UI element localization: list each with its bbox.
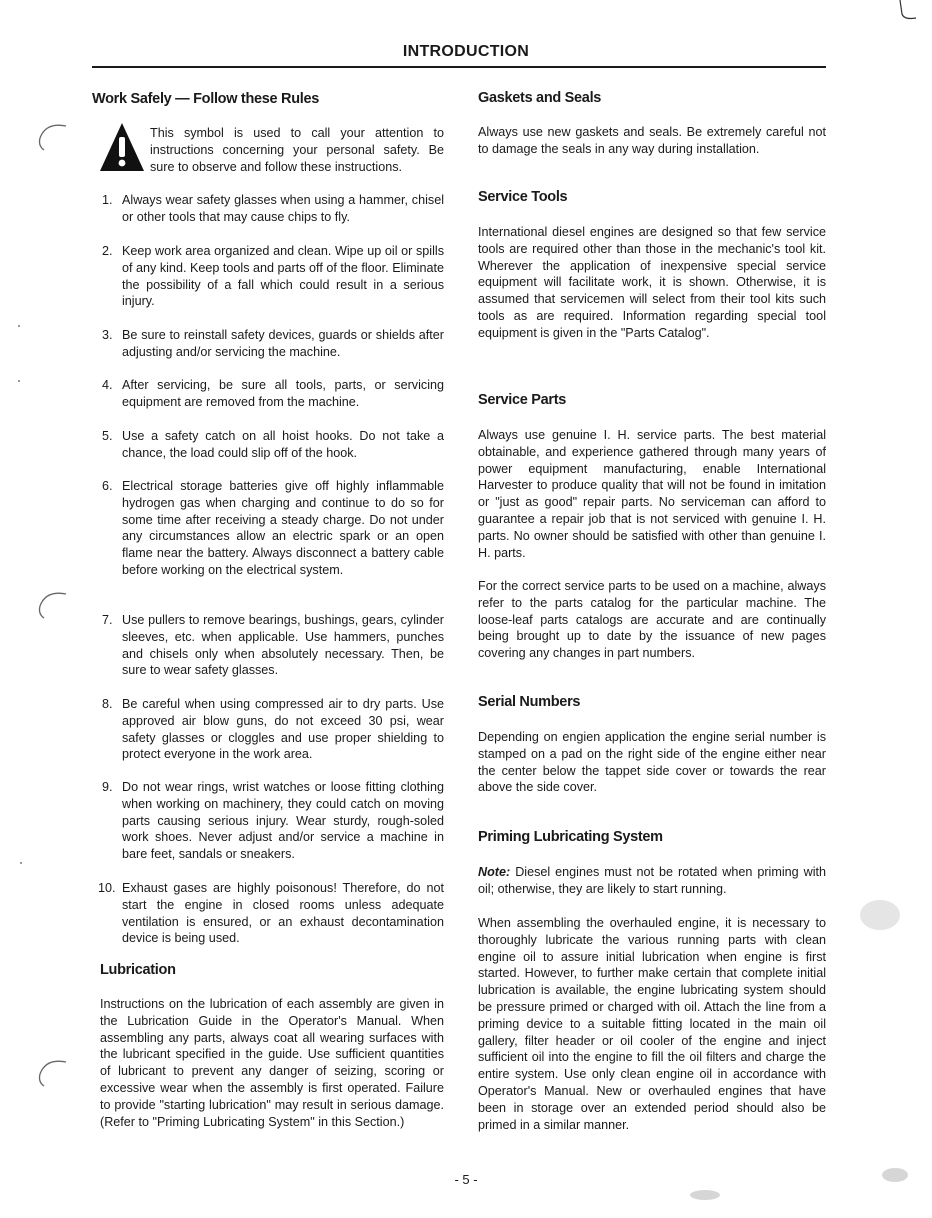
serial-numbers-text: Depending on engien application the engine serial number is stamped on a pad on the right side of the engine either near the center below the tappet side cover or towards the rear above the side cover. (478, 730, 826, 795)
page-title: INTRODUCTION (402, 43, 530, 60)
note-text: Diesel engines must not be rotated when priming with oil; otherwise, they are likely to start running. (478, 865, 827, 896)
page-number: - 5 - (454, 1172, 478, 1187)
priming-note (478, 864, 826, 898)
title-divider (92, 66, 826, 68)
gaskets-heading: Gaskets and Seals (478, 90, 602, 106)
work-safely-heading: Work Safely — Follow these Rules (92, 91, 320, 107)
priming-text: When assembling the overhauled engine, it is necessary to thoroughly lubricate the various running parts with clean engine oil to assure initial lubrication when engine is first started. However, to further make certain that complete initial lubrication is available, the engine lubricating system should be pressure primed or charged with oil. Attach the line from a priming device to a suitable fitting located in the main oil gallery, filter header or oil cooler of the engine and inject sufficient oil into the engine to fill the oil filters and charge the entire system. Use only clean engine oil in accordance with Operator's Manual. New or overhauled engines that have been in storage over an extended period should also be primed in a similar manner. (478, 916, 826, 1132)
serial-numbers-heading: Serial Numbers (478, 694, 581, 710)
binder-hole-icon (36, 120, 72, 156)
service-parts-heading: Service Parts (478, 392, 566, 408)
lubrication-text: Instructions on the lubrication of each assembly are given in the Lubrication Guide in the Operator's Manual. When assembling any parts, always coat all wearing surfaces with the lubricant specified in the guide. Use sufficient quantities of lubricant to prevent any danger of seizing, scoring or excessive wear when the assembly is first operated. Failure to provide "starting lubrication" may result in serious damage. (Refer to "Priming Lubricating System" in this Section.) (100, 997, 444, 1129)
corner-scan-mark (896, 0, 926, 24)
scan-speck (860, 900, 900, 930)
service-tools-text: International diesel engines are designed so that few service tools are required other than those in the mechanic's tool kit. Wherever the application of inexpensive special service equipment will facilitate work, it is shown. Otherwise, it is assumed that servicemen will select from their tool kits such tools as are required. Information regarding special tool equipment is given in the "Parts Catalog". (478, 225, 826, 340)
warning-triangle-icon (98, 121, 146, 175)
scan-speck (18, 380, 20, 382)
priming-heading: Priming Lubricating System (478, 829, 663, 845)
service-tools-heading: Service Tools (478, 189, 568, 205)
note-label: Note: (478, 865, 511, 879)
warning-text: This symbol is used to call your attention to instructions concerning your personal safety. Be sure to observe and follow these instructions. (150, 126, 444, 174)
lubrication-heading: Lubrication (100, 962, 176, 978)
binder-hole-icon (36, 1056, 72, 1092)
scan-speck (18, 325, 20, 327)
service-parts-text-1: Always use genuine I. H. service parts. The best material obtainable, and experience gathered through many years of power equipment manufacturing, enable International Harvester to produce quality that will not be found in imitation or "just as good" repair parts. No serviceman can afford to guarantee a repair job that is not serviced with genuine I. H. parts. No owner should be satisfied with other than genuine I. H. parts. (478, 428, 826, 560)
scan-speck (20, 862, 22, 864)
service-parts-text-2: For the correct service parts to be used on a machine, always refer to the parts catalog for the particular machine. The loose-leaf parts catalogs are accurate and are continually being brought up to date by the issuance of new pages covering any changes in part numbers. (478, 579, 826, 661)
gaskets-text: Always use new gaskets and seals. Be extremely careful not to damage the seals in any way during installation. (478, 125, 826, 156)
binder-hole-icon (36, 588, 72, 624)
scan-speck (690, 1190, 720, 1200)
